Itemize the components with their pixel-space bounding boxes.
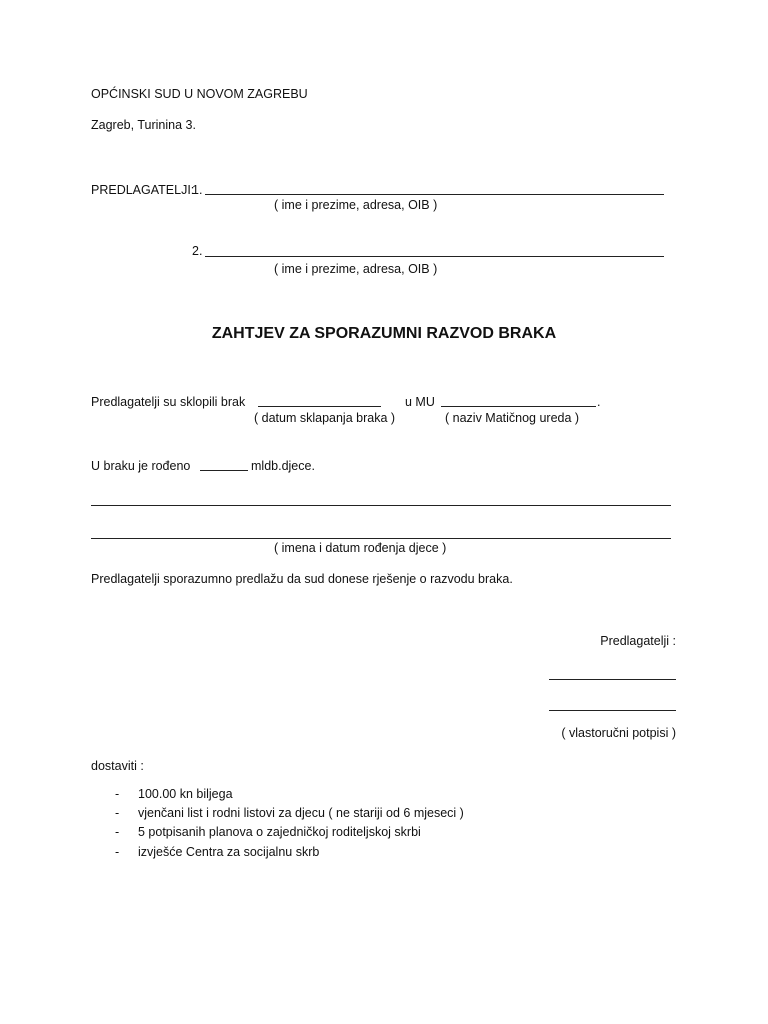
- court-name: OPĆINSKI SUD U NOVOM ZAGREBU: [91, 87, 308, 101]
- attachments-heading: dostaviti :: [91, 759, 144, 773]
- signature-label: Predlagatelji :: [600, 634, 676, 648]
- marriage-text: Predlagatelji su sklopili brak: [91, 395, 246, 409]
- attachment-text: izvješće Centra za socijalnu skrb: [138, 845, 320, 859]
- attachment-text: 5 potpisanih planova o zajedničkoj roditeljskoj skrbi: [138, 825, 421, 839]
- signature-line-2: [549, 710, 676, 711]
- petitioner-1-number: 1.: [192, 183, 203, 197]
- signature-line-1: [549, 679, 676, 680]
- marriage-date-line: [258, 406, 381, 407]
- proposal-text: Predlagatelji sporazumno predlažu da sud donese rješenje o razvodu braka.: [91, 572, 513, 586]
- document-title: ZAHTJEV ZA SPORAZUMNI RAZVOD BRAKA: [211, 325, 557, 342]
- court-address: Zagreb, Turinina 3.: [91, 118, 196, 132]
- attachment-text: 100.00 kn biljega: [138, 787, 233, 801]
- children-line-1: [91, 505, 671, 506]
- attachment-text: vjenčani list i rodni listovi za djecu ( ne stariji od 6 mjeseci ): [138, 806, 464, 820]
- signature-hint: ( vlastoručni potpisi ): [561, 726, 676, 740]
- petitioner-1-line: [205, 194, 664, 195]
- petitioner-2-hint: ( ime i prezime, adresa, OIB ): [274, 262, 438, 276]
- children-text-end: mldb.djece.: [251, 459, 315, 473]
- marriage-period: .: [597, 395, 601, 409]
- petitioner-2-number: 2.: [192, 244, 203, 258]
- petitioner-2-line: [205, 256, 664, 257]
- petitioners-label: PREDLAGATELJI:: [91, 183, 195, 197]
- marriage-office-hint: ( naziv Matičnog ureda ): [445, 411, 580, 425]
- bullet-dash: -: [115, 825, 120, 839]
- petitioner-1-hint: ( ime i prezime, adresa, OIB ): [274, 198, 438, 212]
- marriage-date-hint: ( datum sklapanja braka ): [254, 411, 396, 425]
- children-text: U braku je rođeno: [91, 459, 191, 473]
- children-line-2: [91, 538, 671, 539]
- bullet-dash: -: [115, 787, 120, 801]
- children-hint: ( imena i datum rođenja djece ): [274, 541, 447, 555]
- marriage-mu-text: u MU: [405, 395, 435, 409]
- bullet-dash: -: [115, 845, 120, 859]
- bullet-dash: -: [115, 806, 120, 820]
- children-count-line: [200, 470, 248, 471]
- marriage-office-line: [441, 406, 596, 407]
